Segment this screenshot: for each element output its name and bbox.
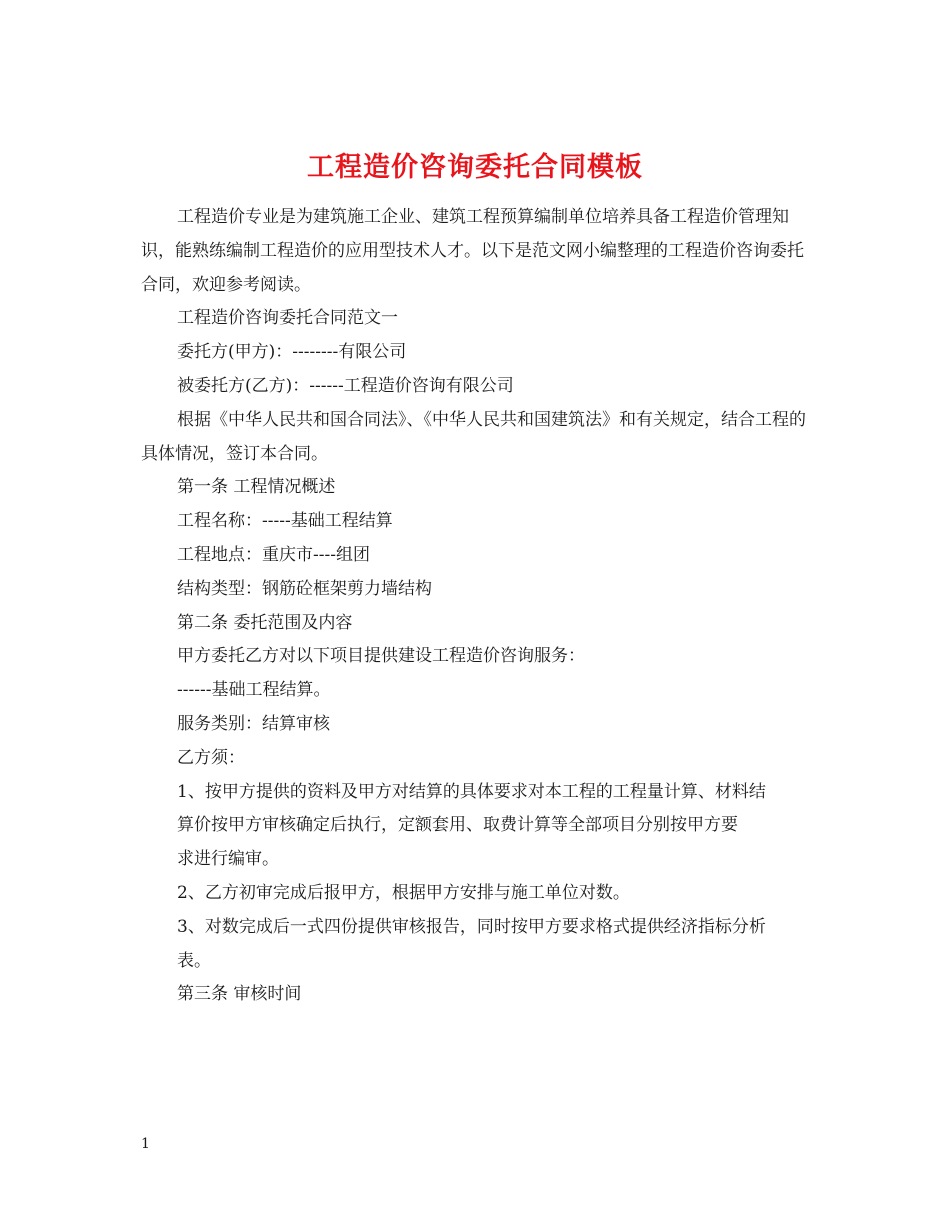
duty-1-line-3: 求进行编审。 xyxy=(177,849,279,870)
duty-3-line-2: 表。 xyxy=(177,950,211,971)
document-body xyxy=(141,201,813,1012)
party-a-line: 委托方(甲方)：--------有限公司 xyxy=(177,342,407,363)
duty-2-line: 2、乙方初审完成后报甲方，根据甲方安排与施工单位对数。 xyxy=(177,882,630,903)
page-number: 1 xyxy=(141,1136,150,1152)
duty-1-line-2: 算价按甲方审核确定后执行，定额套用、取费计算等全部项目分别按甲方要 xyxy=(177,815,738,836)
article-3-heading: 第三条 审核时间 xyxy=(177,984,302,1005)
project-name-line: 工程名称：-----基础工程结算 xyxy=(177,511,393,532)
legal-basis-paragraph: 根据《中华人民共和国合同法》、《中华人民共和国建筑法》和有关规定，结合工程的具体情况，签订本合同。 xyxy=(141,409,806,464)
project-location-line: 工程地点：重庆市----组团 xyxy=(177,544,370,565)
duty-3-line-1: 3、对数完成后一式四份提供审核报告，同时按甲方要求格式提供经济指标分析 xyxy=(177,916,766,937)
article-2-heading: 第二条 委托范围及内容 xyxy=(177,612,353,633)
party-b-line: 被委托方(乙方)：------工程造价咨询有限公司 xyxy=(177,375,514,396)
sample-heading: 工程造价咨询委托合同范文一 xyxy=(177,308,398,329)
intro-paragraph: 工程造价专业是为建筑施工企业、建筑工程预算编制单位培养具备工程造价管理知识，能熟练编制工程造价的应用型技术人才。以下是范文网小编整理的工程造价咨询委托合同，欢迎参考阅读。 xyxy=(141,207,804,295)
commissioned-item-line: ------基础工程结算。 xyxy=(177,680,331,701)
document-title: 工程造价咨询委托合同模板 xyxy=(307,152,643,184)
service-category-line: 服务类别：结算审核 xyxy=(177,713,330,734)
commission-line: 甲方委托乙方对以下项目提供建设工程造价咨询服务： xyxy=(177,646,585,667)
party-b-duties-heading: 乙方须： xyxy=(177,747,245,768)
structure-type-line: 结构类型：钢筋砼框架剪力墙结构 xyxy=(177,578,432,599)
duty-1-line-1: 1、按甲方提供的资料及甲方对结算的具体要求对本工程的工程量计算、材料结 xyxy=(177,781,766,802)
article-1-heading: 第一条 工程情况概述 xyxy=(177,477,336,498)
